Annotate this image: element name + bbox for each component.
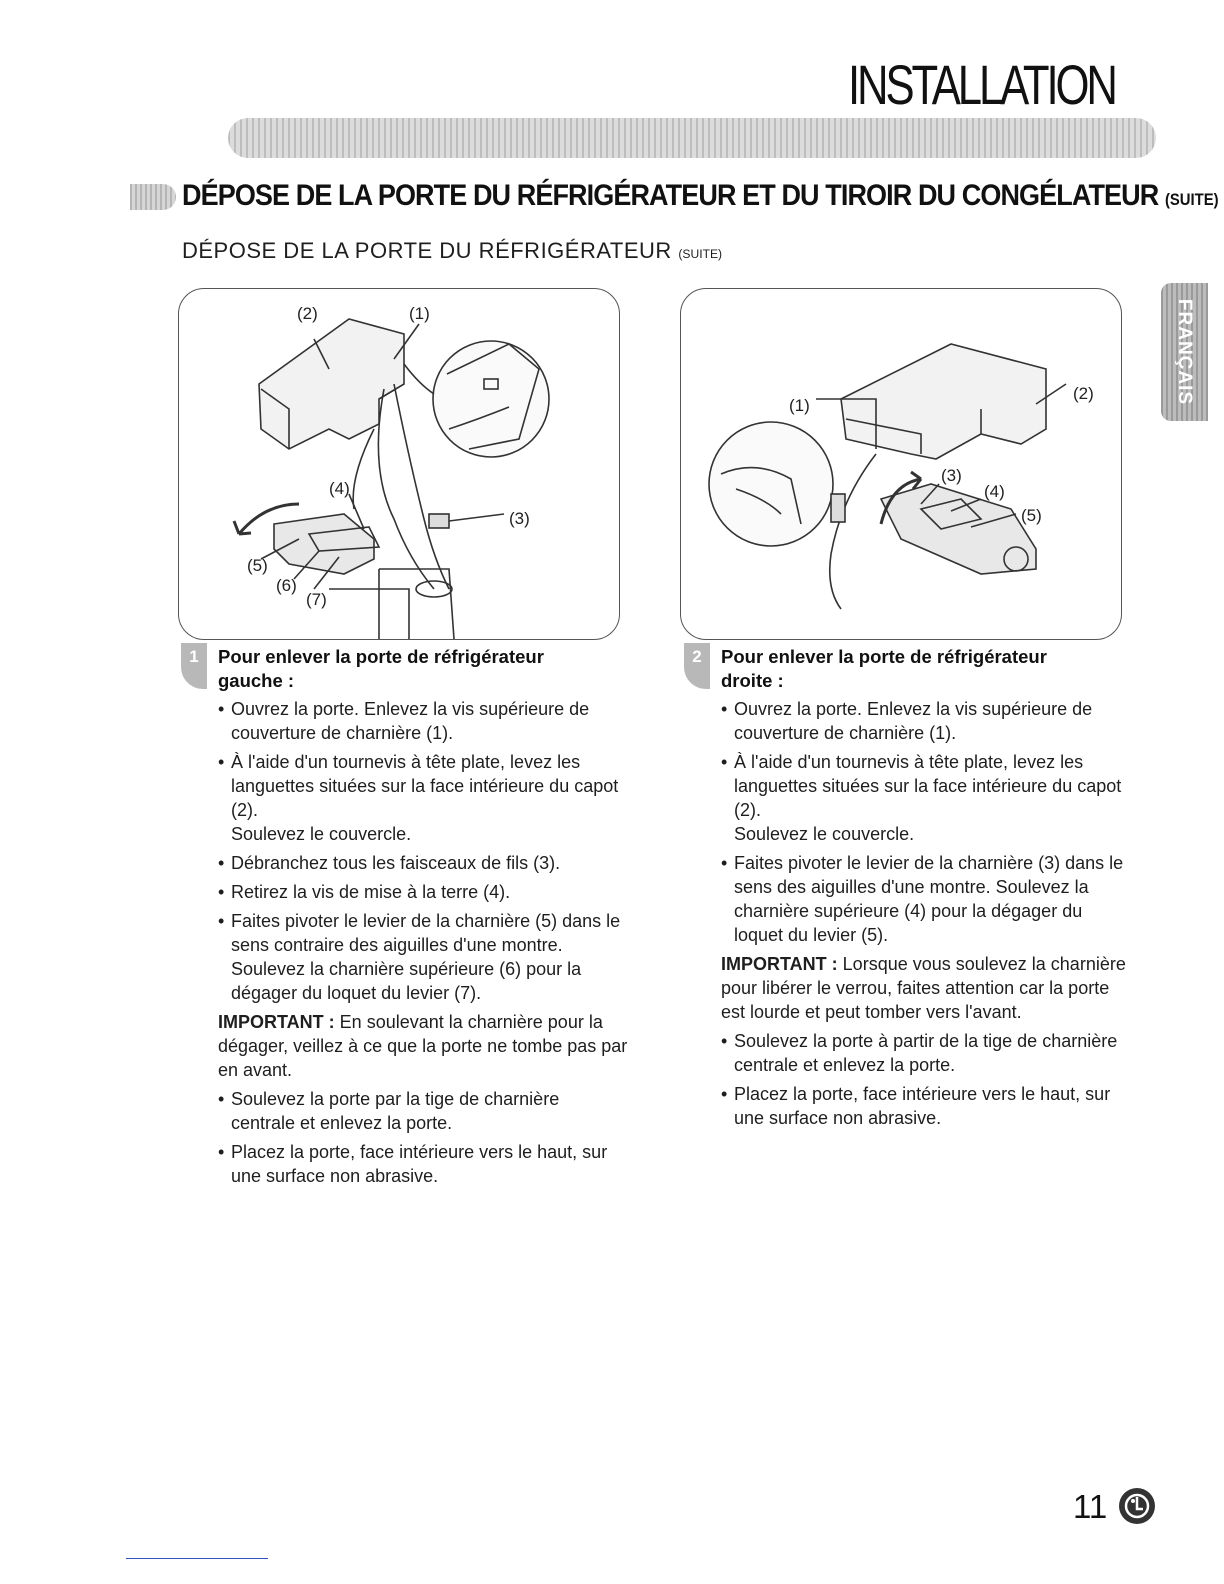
section-suite: (SUITE) (1164, 191, 1219, 209)
step-list (721, 1029, 1131, 1130)
page-title: INSTALLATION (848, 53, 1115, 116)
subsection-title (182, 238, 722, 264)
list-item: • Retirez la vis de mise à la terre (4). (218, 880, 628, 904)
callout-4: (4) (329, 479, 350, 498)
list-item (721, 750, 1131, 846)
lg-logo-icon (1118, 1487, 1156, 1525)
step-list (218, 697, 628, 1005)
list-item (218, 750, 628, 846)
important-text: En soulevant la charnière pour la dégager, veillez à ce que la porte ne tombe pas par en avant. (218, 1012, 628, 1080)
language-tab (1161, 283, 1208, 421)
header-bar (228, 118, 1156, 158)
callout-2: (2) (297, 304, 318, 323)
list-item: • Faites pivoter le levier de la charnière (3) dans le sens des aiguilles d'une montre. Soulevez la charnière supérieure (4) pour la dégager du loquet du levier (5). (721, 851, 1131, 947)
list-item: • Soulevez la porte par la tige de charnière centrale et enlevez la porte. (218, 1087, 628, 1135)
figure-right-door-hinge (680, 288, 1122, 640)
callout-7: (7) (306, 590, 327, 609)
subsection-title-text: DÉPOSE DE LA PORTE DU RÉFRIGÉRATEUR (182, 238, 672, 263)
hinge-diagram-left (179, 289, 619, 639)
list-item-note: Soulevez le couvercle. (734, 824, 915, 844)
list-item: • Faites pivoter le levier de la charnière (5) dans le sens contraire des aiguilles d'une montre. Soulevez la charnière supérieure (6) pour la dégager du loquet du levier (7). (218, 909, 628, 1005)
section-title (182, 179, 1219, 213)
list-item: • Ouvrez la porte. Enlevez la vis supérieure de couverture de charnière (1). (218, 697, 628, 745)
callout-1: (1) (409, 304, 430, 323)
important-label: IMPORTANT : (218, 1012, 335, 1032)
list-item: • Soulevez la porte à partir de la tige de charnière centrale et enlevez la porte. (721, 1029, 1131, 1077)
figure-left-door-hinge (178, 288, 620, 640)
callout-4: (4) (984, 482, 1005, 501)
step-list (218, 1087, 628, 1188)
list-item-text: À l'aide d'un tournevis à tête plate, levez les languettes situées sur la face intérieure du capot (2). (231, 752, 619, 820)
callout-1: (1) (789, 396, 810, 415)
callout-5: (5) (1021, 506, 1042, 525)
step-body (218, 697, 628, 1193)
section-title-text: DÉPOSE DE LA PORTE DU RÉFRIGÉRATEUR ET DU TIROIR DU CONGÉLATEUR (182, 179, 1159, 212)
list-item-note: Soulevez le couvercle. (231, 824, 412, 844)
hinge-diagram-right (681, 289, 1121, 639)
list-item: • Placez la porte, face intérieure vers le haut, sur une surface non abrasive. (721, 1082, 1131, 1130)
important-note (721, 952, 1131, 1024)
step-body (721, 697, 1131, 1135)
callout-6: (6) (276, 576, 297, 595)
subsection-suite: (SUITE) (678, 247, 723, 261)
section-marker (130, 184, 176, 210)
list-item-text: À l'aide d'un tournevis à tête plate, levez les languettes situées sur la face intérieure du capot (2). (734, 752, 1122, 820)
step-badge: 2 (684, 643, 710, 689)
callout-2: (2) (1073, 384, 1094, 403)
page-number: 11 (1073, 1488, 1108, 1525)
important-note (218, 1010, 628, 1082)
callout-3: (3) (941, 466, 962, 485)
list-item: • Ouvrez la porte. Enlevez la vis supérieure de couverture de charnière (1). (721, 697, 1131, 745)
step-list (721, 697, 1131, 947)
list-item: • Débranchez tous les faisceaux de fils (3). (218, 851, 628, 875)
footer-line (126, 1558, 268, 1559)
language-tab-label: FRANÇAIS (1174, 298, 1196, 406)
callout-5: (5) (247, 556, 268, 575)
important-text: Lorsque vous soulevez la charnière pour libérer le verrou, faites attention car la porte est lourde et peut tomber vers l'avant. (721, 954, 1126, 1022)
step-badge: 1 (181, 643, 207, 689)
step-title: Pour enlever la porte de réfrigérateur droite : (721, 646, 1047, 691)
step-title: Pour enlever la porte de réfrigérateur gauche : (218, 646, 544, 691)
callout-3: (3) (509, 509, 530, 528)
list-item: • Placez la porte, face intérieure vers le haut, sur une surface non abrasive. (218, 1140, 628, 1188)
important-label: IMPORTANT : (721, 954, 838, 974)
